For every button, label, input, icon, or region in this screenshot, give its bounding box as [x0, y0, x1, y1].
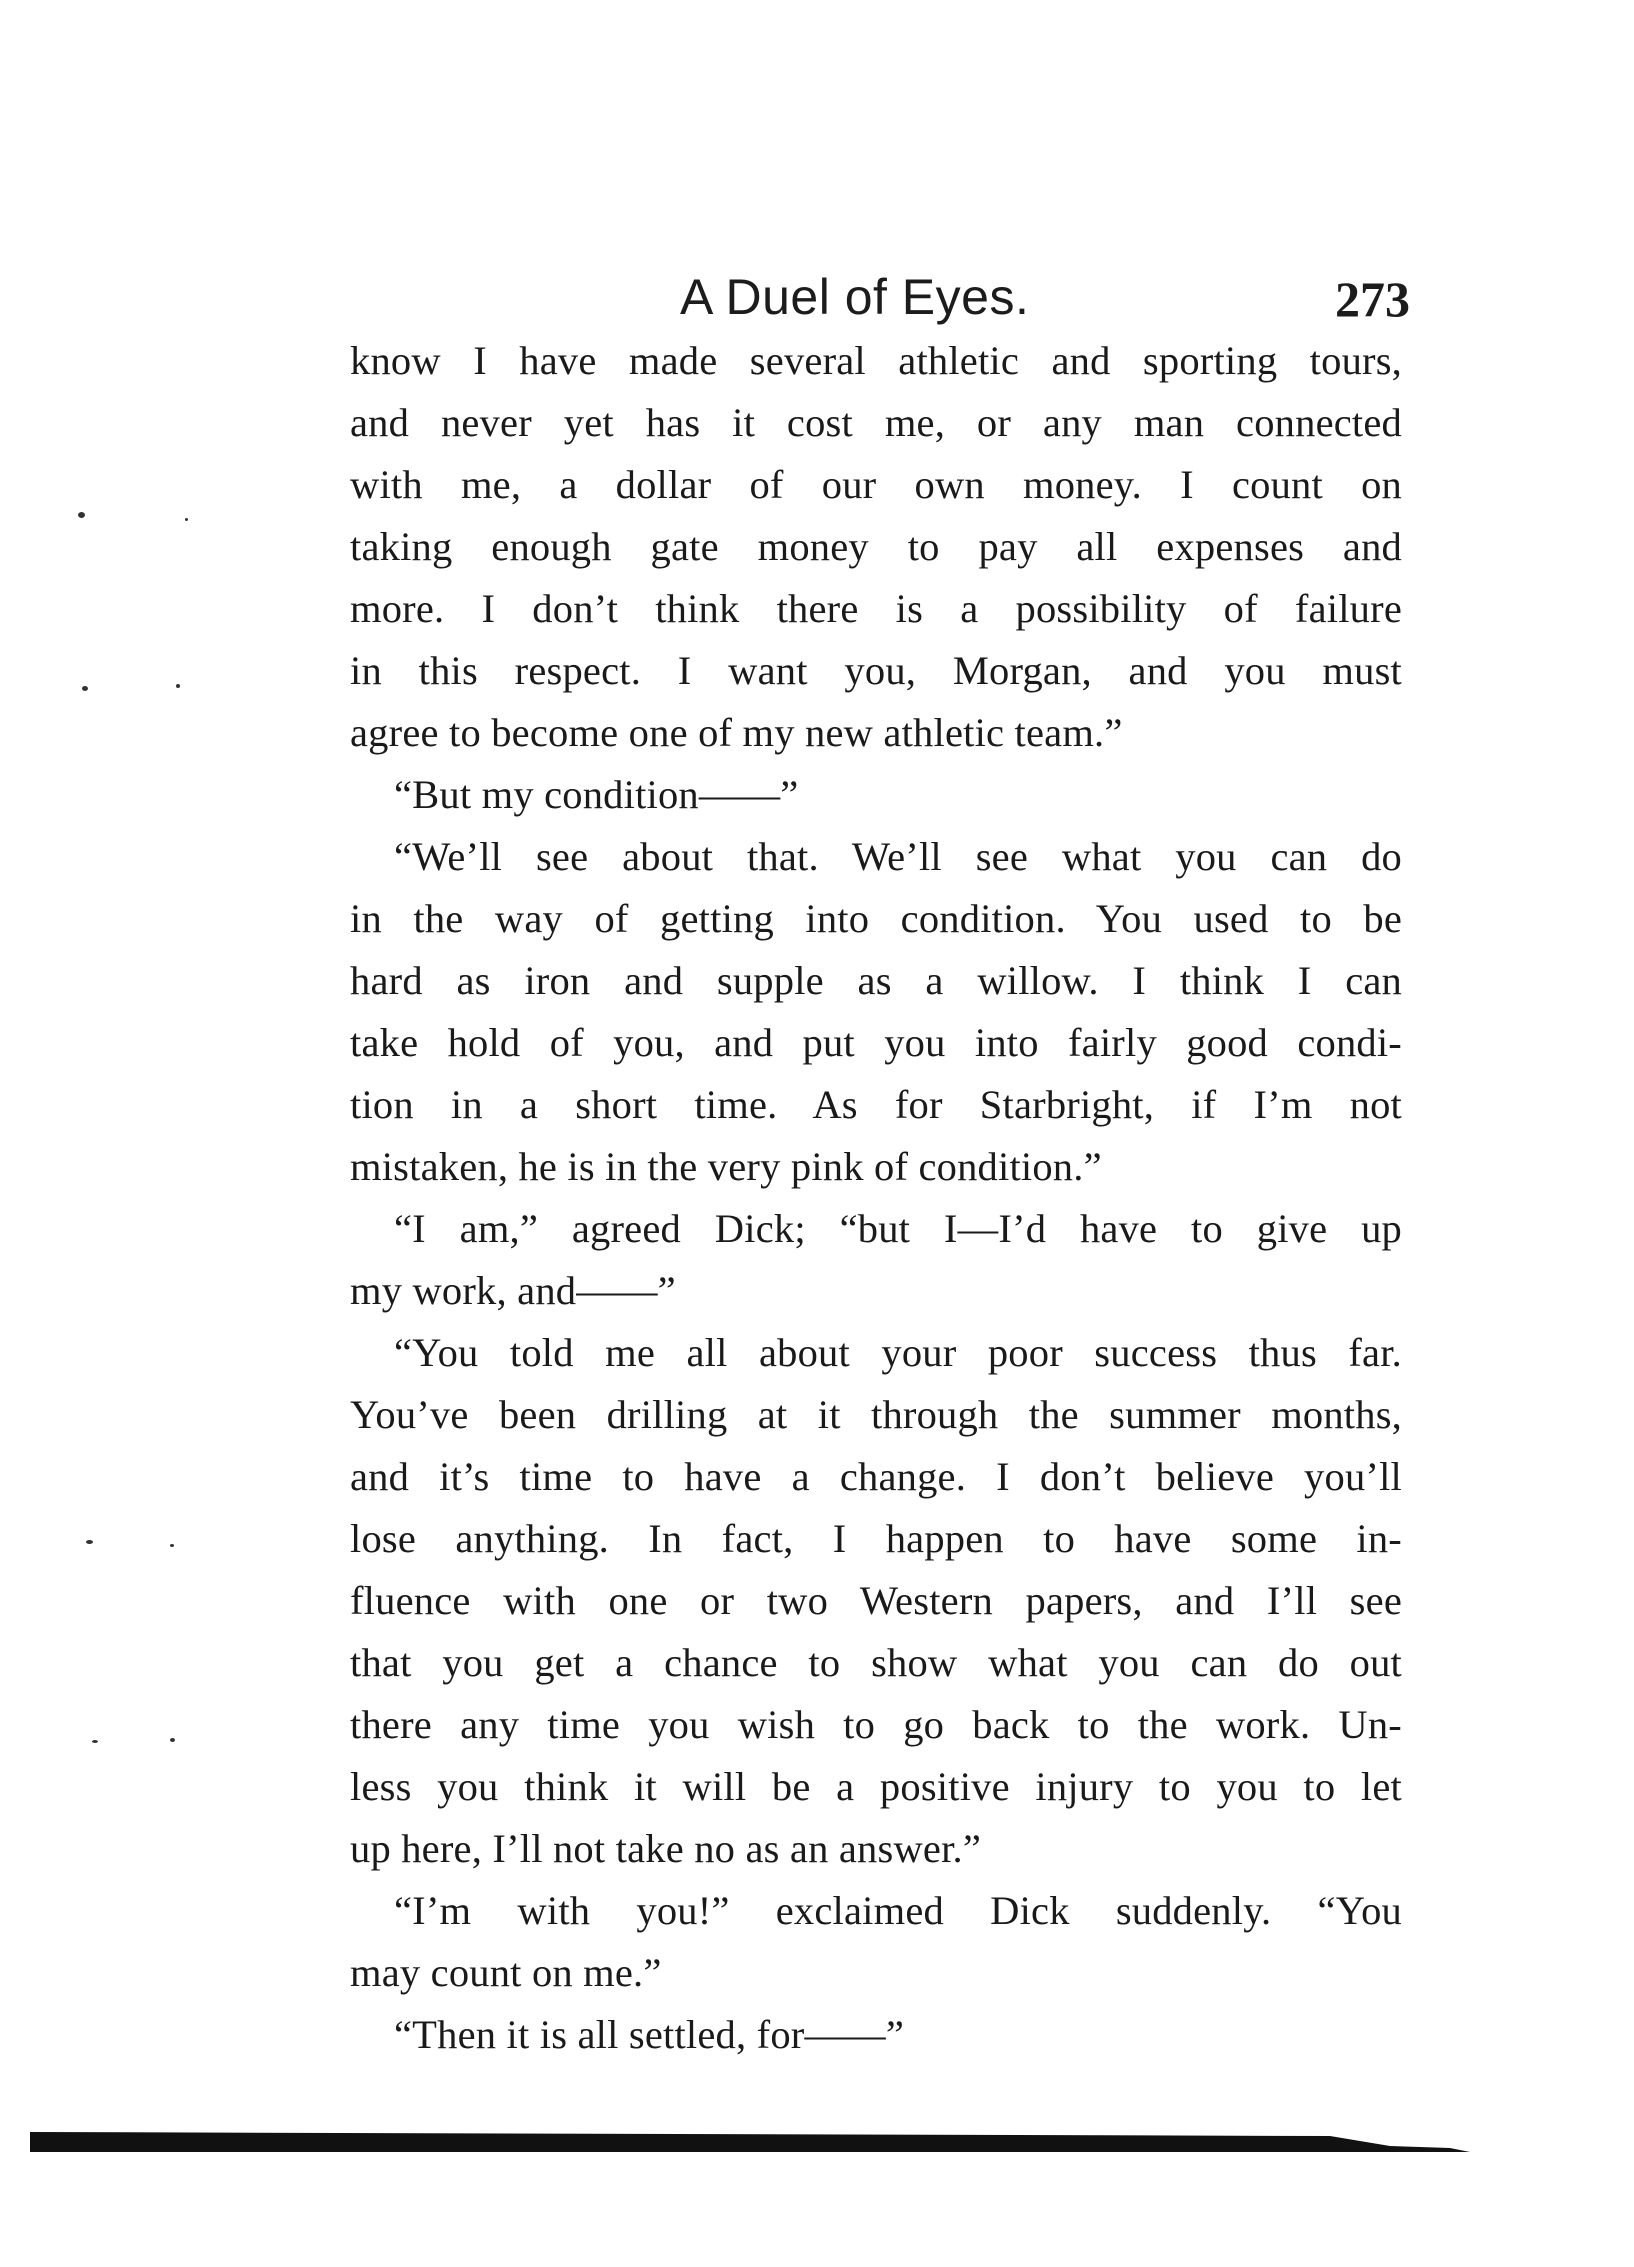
scan-speck: [170, 1738, 175, 1742]
text-line: “Then it is all settled, for——”: [394, 2012, 905, 2057]
text-line: taking enough gate money to pay all expenses and: [350, 524, 1402, 569]
text-line: that you get a chance to show what you can do out: [350, 1640, 1402, 1685]
text-line: with me, a dollar of our own money. I count on: [350, 462, 1402, 507]
scan-speck: [78, 512, 85, 518]
text-line: in the way of getting into condition. You used to be: [350, 896, 1402, 941]
text-line: “You told me all about your poor success thus far.: [394, 1330, 1402, 1375]
scan-speck: [185, 518, 188, 521]
chapter-title: A Duel of Eyes.: [680, 269, 1030, 325]
text-line: “I’m with you!” exclaimed Dick suddenly. “You: [394, 1888, 1402, 1933]
running-head: [350, 268, 1410, 338]
text-line: fluence with one or two Western papers, and I’ll see: [350, 1578, 1402, 1623]
bottom-printed-rule: [30, 2132, 1470, 2152]
text-line: and never yet has it cost me, or any man connected: [350, 400, 1402, 445]
text-line: lose anything. In fact, I happen to have some in-: [350, 1516, 1402, 1561]
text-line: may count on me.”: [350, 1950, 662, 1995]
text-line: “We’ll see about that. We’ll see what you can do: [394, 834, 1402, 879]
text-line: in this respect. I want you, Morgan, and you must: [350, 648, 1402, 693]
body-text: [350, 330, 1402, 2066]
text-line: less you think it will be a positive injury to you to let: [350, 1764, 1402, 1809]
text-line: agree to become one of my new athletic team.”: [350, 710, 1123, 755]
text-line: You’ve been drilling at it through the summer months,: [350, 1392, 1402, 1437]
text-line: hard as iron and supple as a willow. I think I can: [350, 958, 1402, 1003]
text-line: “But my condition——”: [394, 772, 799, 817]
page-number: 273: [1335, 271, 1410, 327]
text-line: more. I don’t think there is a possibility of failure: [350, 586, 1402, 631]
text-line: there any time you wish to go back to the work. Un-: [350, 1702, 1402, 1747]
text-line: and it’s time to have a change. I don’t believe you’ll: [350, 1454, 1402, 1499]
scan-speck: [86, 1540, 93, 1544]
scan-speck: [170, 1544, 174, 1547]
text-line: up here, I’ll not take no as an answer.”: [350, 1826, 982, 1871]
text-line: mistaken, he is in the very pink of condition.”: [350, 1144, 1102, 1189]
text-line: my work, and——”: [350, 1268, 676, 1313]
text-line: tion in a short time. As for Starbright, if I’m not: [350, 1082, 1402, 1127]
text-line: “I am,” agreed Dick; “but I—I’d have to give up: [394, 1206, 1402, 1251]
scan-speck: [92, 1740, 98, 1743]
text-line: know I have made several athletic and sporting tours,: [350, 338, 1402, 383]
scan-speck: [176, 684, 180, 688]
text-line: take hold of you, and put you into fairly good condi-: [350, 1020, 1402, 1065]
scan-speck: [82, 686, 88, 691]
